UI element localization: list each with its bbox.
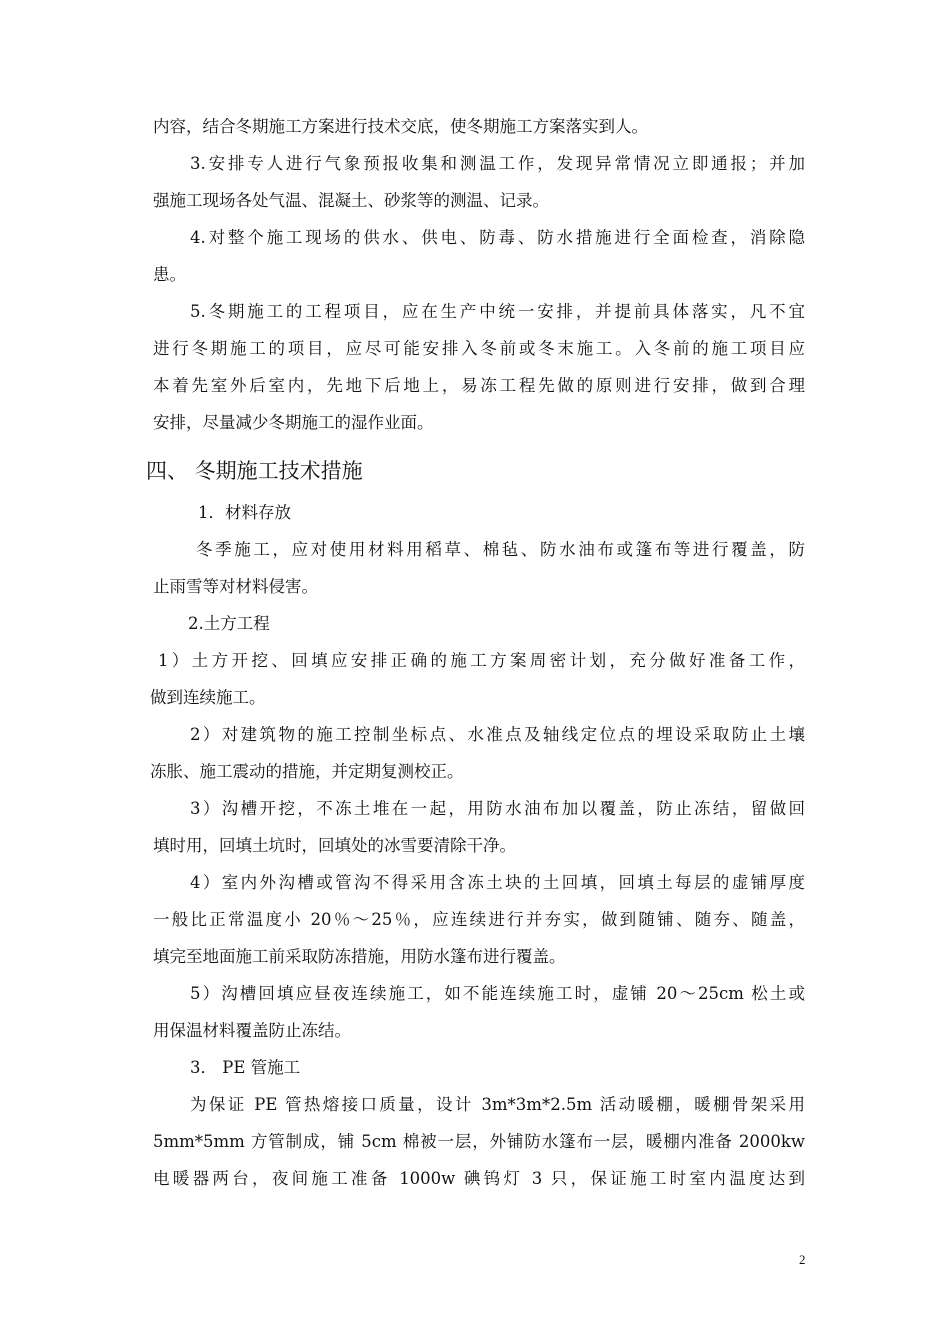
paragraph-line: 5mm*5mm 方管制成，铺 5cm 棉被一层，外铺防水篷布一层，暖棚内准备 2000kw — [153, 1132, 805, 1151]
paragraph-line: 内容，结合冬期施工方案进行技术交底，使冬期施工方案落实到人。 — [153, 117, 648, 136]
paragraph-line: 5）沟槽回填应昼夜连续施工，如不能连续施工时，虚铺 20～25cm 松土或 — [190, 984, 805, 1003]
paragraph-line: 4）室内外沟槽或管沟不得采用含冻土块的土回填，回填土每层的虚铺厚度 — [190, 873, 805, 892]
paragraph-line: 做到连续施工。 — [150, 688, 266, 707]
paragraph-line: 用保温材料覆盖防止冻结。 — [153, 1021, 351, 1040]
paragraph-line: 填完至地面施工前采取防冻措施，用防水篷布进行覆盖。 — [153, 947, 566, 966]
paragraph-line: 强施工现场各处气温、混凝土、砂浆等的测温、记录。 — [153, 191, 549, 210]
page-number: 2 — [799, 1252, 806, 1267]
subsection-title: 2.土方工程 — [188, 614, 270, 633]
paragraph-line: 为保证 PE 管热熔接口质量，设计 3m*3m*2.5m 活动暖棚，暖棚骨架采用 — [190, 1095, 805, 1114]
paragraph-line: 电暖器两台，夜间施工准备 1000w 碘钨灯 3 只，保证施工时室内温度达到 — [153, 1169, 805, 1188]
paragraph-line: 冬季施工，应对使用材料用稻草、棉毡、防水油布或篷布等进行覆盖，防 — [196, 540, 805, 559]
paragraph-line: 4.对整个施工现场的供水、供电、防毒、防水措施进行全面检查，消除隐 — [190, 228, 805, 247]
paragraph-line: 冻胀、施工震动的措施，并定期复测校正。 — [150, 762, 464, 781]
paragraph-line: 止雨雪等对材料侵害。 — [153, 577, 318, 596]
paragraph-line: 3）沟槽开挖，不冻土堆在一起，用防水油布加以覆盖，防止冻结，留做回 — [190, 799, 805, 818]
paragraph-line: 安排，尽量减少冬期施工的湿作业面。 — [153, 413, 434, 432]
paragraph-line: 3.安排专人进行气象预报收集和测温工作，发现异常情况立即通报；并加 — [190, 154, 805, 173]
section-heading: 四、 冬期施工技术措施 — [146, 459, 363, 483]
paragraph-line: 1）土方开挖、回填应安排正确的施工方案周密计划，充分做好准备工作， — [158, 651, 805, 670]
paragraph-line: 5.冬期施工的工程项目，应在生产中统一安排，并提前具体落实，凡不宜 — [190, 302, 805, 321]
paragraph-line: 2）对建筑物的施工控制坐标点、水准点及轴线定位点的埋设采取防止土壤 — [190, 725, 805, 744]
subsection-title: 1．材料存放 — [198, 503, 291, 522]
paragraph-line: 进行冬期施工的项目，应尽可能安排入冬前或冬末施工。入冬前的施工项目应 — [153, 339, 805, 358]
subsection-title: 3． PE 管施工 — [190, 1058, 301, 1077]
paragraph-line: 本着先室外后室内，先地下后地上，易冻工程先做的原则进行安排，做到合理 — [153, 376, 805, 395]
paragraph-line: 患。 — [153, 265, 186, 284]
paragraph-line: 一般比正常温度小 20％～25％，应连续进行并夯实，做到随铺、随夯、随盖， — [153, 910, 805, 929]
paragraph-line: 填时用，回填土坑时，回填处的冰雪要清除干净。 — [153, 836, 516, 855]
